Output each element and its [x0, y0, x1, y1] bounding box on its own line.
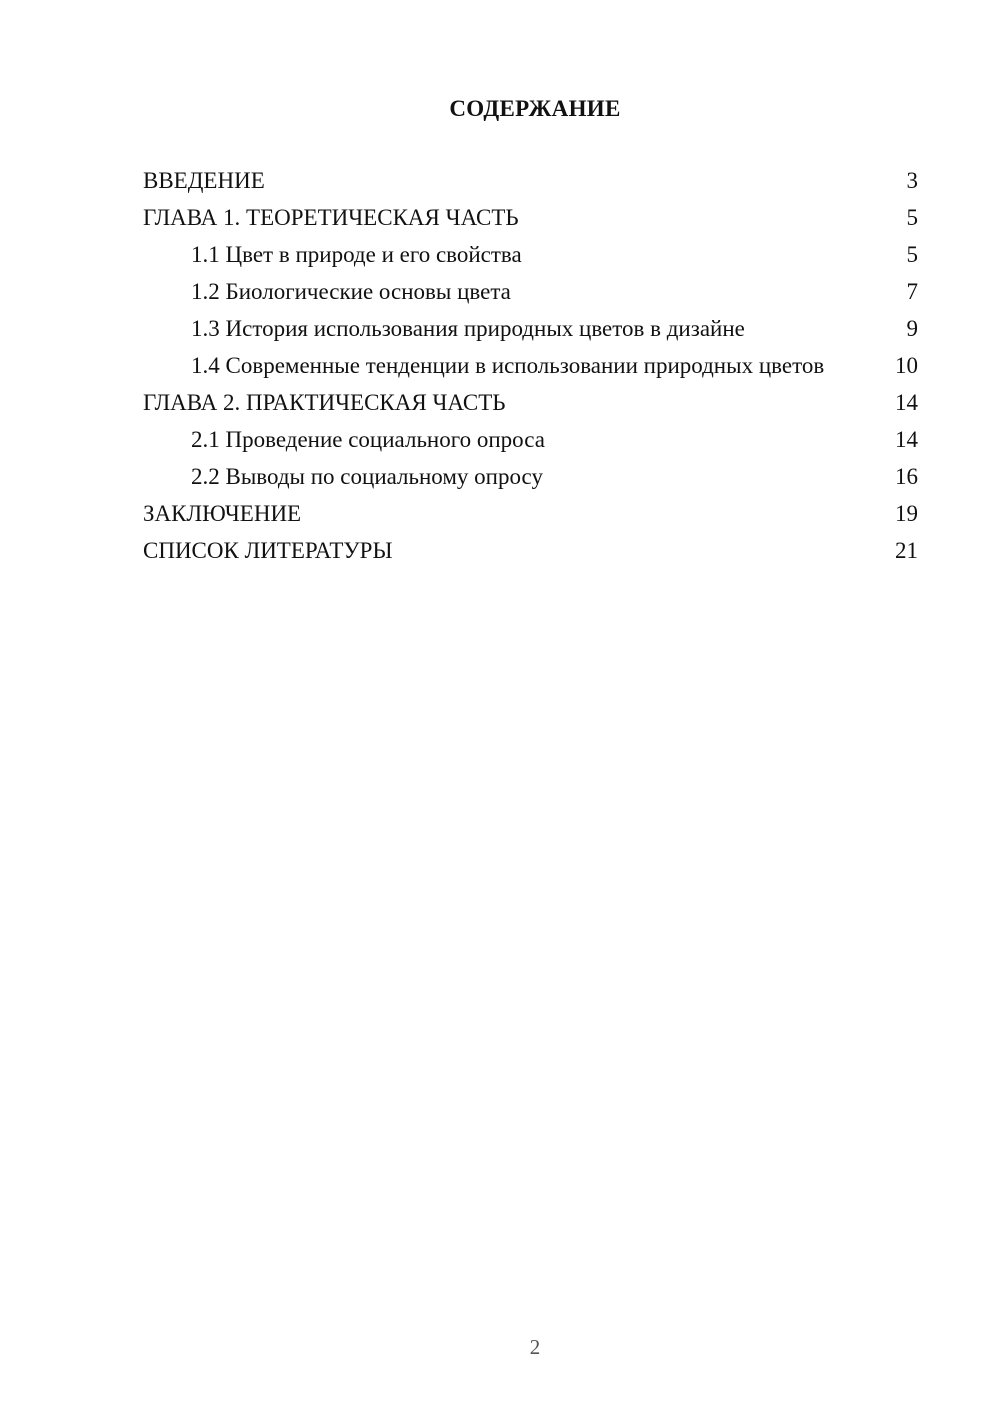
- toc-entry-page: 21: [895, 538, 918, 563]
- toc-entry-page: 7: [906, 279, 918, 304]
- toc-entry-text: 1.4 Современные тенденции в использовании природных цветов: [191, 353, 825, 378]
- toc-entry-page: 5: [906, 205, 918, 230]
- toc-entry-text: 1.1 Цвет в природе и его свойства: [191, 242, 522, 267]
- toc-entry-text: 2.2 Выводы по социальному опросу: [191, 464, 543, 489]
- toc-entry-section-1-1: [143, 242, 918, 268]
- page-number: 2: [529, 1335, 541, 1359]
- toc-entry-page: 14: [895, 427, 918, 452]
- toc-entry-chapter-1: [143, 205, 918, 231]
- toc-entry-text: 1.2 Биологические основы цвета: [191, 279, 511, 304]
- toc-entry-page: 3: [906, 168, 918, 193]
- toc-entry-section-1-2: [143, 279, 918, 305]
- toc-entry-page: 5: [906, 242, 918, 267]
- table-of-contents: [143, 168, 918, 575]
- toc-entry-text: ВВЕДЕНИЕ: [143, 168, 265, 193]
- toc-entry-page: 14: [895, 390, 918, 415]
- toc-entry-page: 19: [895, 501, 918, 526]
- toc-entry-text: 1.3 История использования природных цветов в дизайне: [191, 316, 745, 341]
- toc-entry-text: СПИСОК ЛИТЕРАТУРЫ: [143, 538, 393, 563]
- toc-entry-page: 9: [906, 316, 918, 341]
- toc-entry-section-1-3: [143, 316, 918, 342]
- toc-entry-text: ГЛАВА 2. ПРАКТИЧЕСКАЯ ЧАСТЬ: [143, 390, 506, 415]
- toc-entry-text: ГЛАВА 1. ТЕОРЕТИЧЕСКАЯ ЧАСТЬ: [143, 205, 519, 230]
- toc-entry-bibliography: [143, 538, 918, 564]
- toc-entry-text: ЗАКЛЮЧЕНИЕ: [143, 501, 302, 526]
- toc-entry-conclusion: [143, 501, 918, 527]
- toc-entry-section-2-1: [143, 427, 918, 453]
- toc-entry-page: 16: [895, 464, 918, 489]
- toc-entry-text: 2.1 Проведение социального опроса: [191, 427, 545, 452]
- toc-entry-page: 10: [895, 353, 918, 378]
- toc-title: СОДЕРЖАНИЕ: [449, 96, 621, 121]
- toc-entry-section-2-2: [143, 464, 918, 490]
- toc-entry-chapter-2: [143, 390, 918, 416]
- toc-entry-introduction: [143, 168, 918, 194]
- toc-entry-section-1-4: [143, 353, 918, 379]
